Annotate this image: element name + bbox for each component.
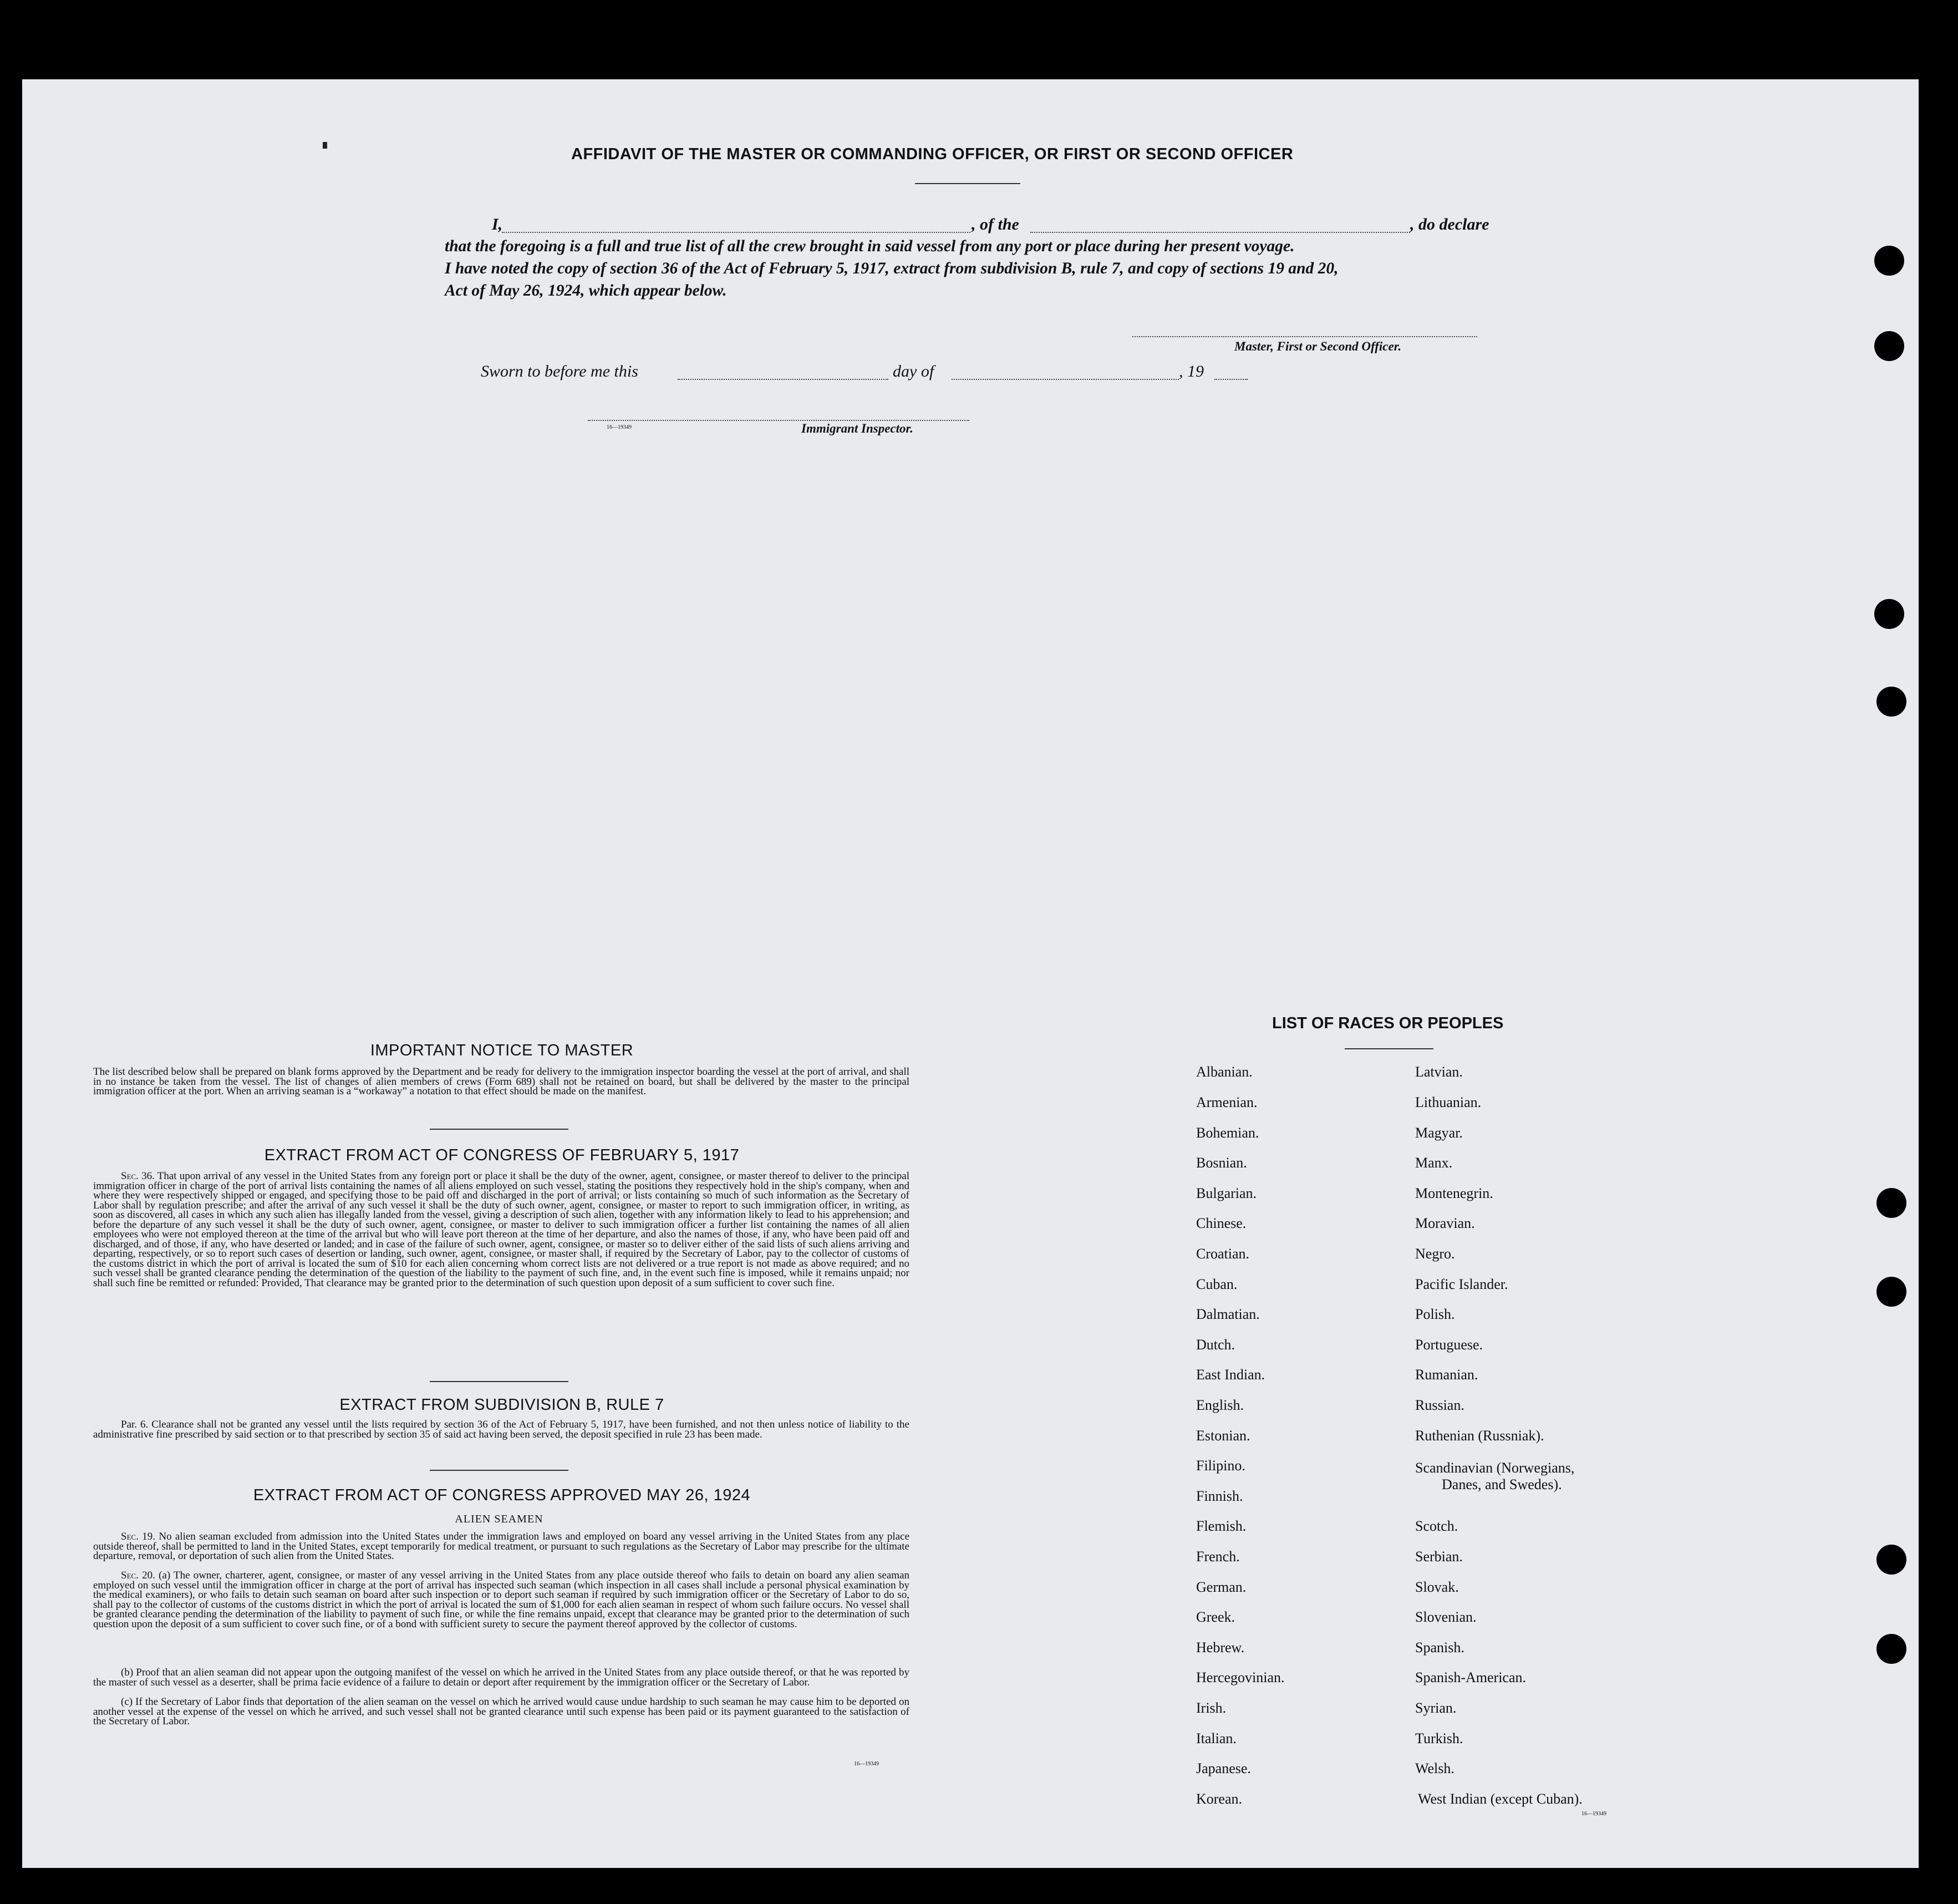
notice-form-number: 16—19349 [854, 1761, 879, 1767]
race-item: West Indian (except Cuban). [1418, 1791, 1583, 1807]
affidavit-body-3: Act of May 26, 1924, which appear below. [445, 282, 727, 299]
race-item: Rumanian. [1415, 1367, 1478, 1383]
race-item: Slovak. [1415, 1579, 1459, 1595]
affidavit-body-2: I have noted the copy of section 36 of the Act of February 5, 1917, extract from subdivision B, rule 7, and copy of sections 19 and 20, [445, 260, 1339, 277]
extract-1917-title: EXTRACT FROM ACT OF CONGRESS OF FEBRUARY 5, 1917 [264, 1146, 740, 1164]
punch-hole [1874, 246, 1904, 276]
race-item: Slovenian. [1415, 1609, 1477, 1625]
master-signature-label: Master, First or Second Officer. [1234, 339, 1402, 353]
sworn-label: Sworn to before me this [481, 362, 638, 380]
race-item: Finnish. [1196, 1488, 1243, 1504]
race-item: Korean. [1196, 1791, 1243, 1807]
extract-rule7-text: Par. 6. Clearance shall not be granted any vessel until the lists required by section 36 of the Act of February 5, 1917, have been furnished, and not then unless notice of liability to the administrative fine prescribed by said section or to that prescribed by section 35 of said act having been served, the deposit specified in rule 23 has been made. [93, 1419, 909, 1440]
sec-20c-text: (c) If the Secretary of Labor finds that deportation of the alien seaman on the vessel on which he arrived would cause undue hardship to such seaman he may cause him to be deported on another vessel at the expense of the vessel on which he arrived, and such vessel shall not be granted clearance until such expense has been paid or its payment guaranteed to the satisfaction of the Secretary of Labor. [93, 1696, 909, 1727]
race-item: Russian. [1415, 1397, 1464, 1413]
race-item: Bosnian. [1196, 1155, 1247, 1171]
affidavit-body-1: that the foregoing is a full and true list of all the crew brought in said vessel from any port or place during her present voyage. [445, 237, 1295, 255]
race-item: Negro. [1415, 1246, 1455, 1262]
race-item: Welsh. [1415, 1760, 1454, 1776]
race-item: Portuguese. [1415, 1337, 1483, 1353]
sec-19-label: Sec. 19. [121, 1531, 156, 1542]
affidavit-title: AFFIDAVIT OF THE MASTER OR COMMANDING OFFICER, OR FIRST OR SECOND OFFICER [571, 145, 1294, 163]
sec-19-body: No alien seaman excluded from admission into the United States under the immigration laws and employed on board any vessel arriving in the United States from any place outside thereof, shall be permitted to land in the United States, except temporarily for medical treatment, or pursuant to such regulations as the Secretary of Labor may prescribe for the ultimate departure, removal, or deportation of such alien from the United States. [93, 1531, 910, 1562]
punch-hole [1874, 331, 1904, 361]
notice-text: The list described below shall be prepared on blank forms approved by the Department and be ready for delivery to the immigration inspector boarding the vessel at the port of arrival, and shall in no instance be taken from the vessel. The list of changes of alien members of crews (Form 689) shall not be retained on board, but shall be delivered by the master to the principal immigration officer at the port. When an arriving seaman is a “workaway” a notation to that effect should be made on the manifest. [93, 1066, 909, 1097]
alien-seamen-subtitle: ALIEN SEAMEN [455, 1513, 543, 1525]
race-item: Japanese. [1196, 1760, 1251, 1776]
race-item: Flemish. [1196, 1518, 1247, 1534]
vessel-blank[interactable] [1030, 232, 1410, 233]
extract-rule7-title: EXTRACT FROM SUBDIVISION B, RULE 7 [339, 1396, 664, 1414]
race-item: Scotch. [1415, 1518, 1458, 1534]
affidavit-do-declare: , do declare [1410, 215, 1489, 233]
race-item: Greek. [1196, 1609, 1235, 1625]
race-item: Hercegovinian. [1196, 1669, 1285, 1685]
race-item: Bohemian. [1196, 1125, 1259, 1141]
race-item: Dalmatian. [1196, 1306, 1260, 1322]
inspector-signature-line[interactable] [588, 420, 969, 421]
race-item: Irish. [1196, 1700, 1227, 1716]
title-divider [915, 183, 1020, 184]
race-item: Italian. [1196, 1730, 1237, 1746]
extract-1924-title: EXTRACT FROM ACT OF CONGRESS APPROVED MAY 26, 1924 [253, 1486, 751, 1504]
race-item: Polish. [1415, 1306, 1455, 1322]
race-item: Chinese. [1196, 1215, 1247, 1231]
section-divider [430, 1381, 568, 1382]
sec-19-text [93, 1532, 909, 1561]
notice-title: IMPORTANT NOTICE TO MASTER [370, 1042, 634, 1059]
race-item: Serbian. [1415, 1548, 1463, 1565]
sec-20a-text [93, 1571, 909, 1629]
month-blank[interactable] [952, 379, 1179, 380]
race-item: Cuban. [1196, 1276, 1238, 1292]
punch-hole [1874, 599, 1904, 629]
race-item: Syrian. [1415, 1700, 1457, 1716]
race-item: Croatian. [1196, 1246, 1250, 1262]
punch-hole [1876, 1634, 1906, 1664]
race-item: Armenian. [1196, 1094, 1258, 1110]
section-divider [430, 1129, 568, 1130]
year-label: , 19 [1179, 362, 1204, 380]
ink-speck [323, 142, 327, 149]
sec-36-text: That upon arrival of any vessel in the United States from any foreign port or place it shall be the duty of the owner, agent, consignee, or master thereof to deliver to the principal immigration officer in charge of the port of arrival lists containing the names of all aliens employed on such vessel, stating the positions they respectively hold in the ship's company, when and where they were respectively shipped or engaged, and specifying those to be paid off and discharged in the port of arrival; or lists containing so much of such information as the Secretary of Labor shall by regulation prescribe; and after the arrival of any such vessel it shall be the duty of such owner, agent, consignee, or master to report to such immigration officer, in writing, as soon as discovered, all cases in which any such alien has illegally landed from the vessel, giving a description of such alien, together with any information likely to lead to his apprehension; and before the departure of any such vessel it shall be the duty of such owner, agent, consignee, or master to deliver to such immigration officer a further list containing the names of all alien employees who were not employed thereon at the time of the arrival but who will leave port thereon at the time of her departure, and also the names of those, if any, who have been paid off and discharged, and of those, if any, who have deserted or landed; and in case of the failure of such owner, agent, consignee, or master so to deliver either of the said lists of such aliens arriving and departing, respectively, or so to report such cases of desertion or landing, such owner, agent, consignee, or master shall, if required by the Secretary of Labor, pay to the collector of customs of the customs district in which the port of arrival is located the sum of $10 for each alien concerning whom correct lists are not delivered or a true report is not made as above required; and no such vessel shall be granted clearance pending the determination of the question of the liability to the payment of such fine, and, in the event such fine is imposed, while it remains unpaid; nor shall such fine be remitted or refunded: Provided, That clearance may be granted prior to the determination of such question upon deposit of a sum sufficient to cover such fine. [93, 1170, 909, 1289]
sworn-day-blank[interactable] [678, 379, 888, 380]
punch-hole [1876, 1277, 1906, 1307]
race-item: Lithuanian. [1415, 1094, 1482, 1110]
race-item: Dutch. [1196, 1337, 1235, 1353]
race-item: French. [1196, 1548, 1240, 1565]
races-form-number: 16—19349 [1581, 1811, 1606, 1817]
year-blank[interactable] [1214, 379, 1248, 380]
race-item: Bulgarian. [1196, 1185, 1257, 1201]
affidavit-form-number: 16—19349 [607, 424, 632, 430]
sec-36-label: Sec. 36. [121, 1170, 155, 1182]
affidavit-of-the: , of the [972, 215, 1019, 233]
race-item: Danes, and Swedes). [1442, 1476, 1562, 1492]
race-item: English. [1196, 1397, 1244, 1413]
affidavit-i: I, [492, 215, 503, 233]
race-item: Turkish. [1415, 1730, 1463, 1746]
race-item: Magyar. [1415, 1125, 1463, 1141]
race-item: Spanish-American. [1415, 1669, 1527, 1685]
master-signature-line[interactable] [1132, 336, 1477, 337]
race-item: Latvian. [1415, 1064, 1463, 1080]
race-item: Pacific Islander. [1415, 1276, 1508, 1292]
race-item: Spanish. [1415, 1639, 1464, 1656]
punch-hole [1876, 1545, 1906, 1575]
race-item: Estonian. [1196, 1428, 1250, 1444]
race-item: Moravian. [1415, 1215, 1475, 1231]
race-item: Hebrew. [1196, 1639, 1245, 1656]
sec-20-label: Sec. 20. [121, 1570, 155, 1581]
race-item: German. [1196, 1579, 1247, 1595]
section-divider [430, 1470, 568, 1471]
race-item: Scandinavian (Norwegians, [1415, 1460, 1575, 1476]
race-item: Albanian. [1196, 1064, 1253, 1080]
race-item: Manx. [1415, 1155, 1453, 1171]
sec-20b-text: (b) Proof that an alien seaman did not appear upon the outgoing manifest of the vessel on which he arrived in the United States from any place outside thereof, or that he was reported by the master of such vessel as a deserter, shall be prima facie evidence of a failure to detain or deport after requirement by the immigration officer or the Secretary of Labor. [93, 1667, 909, 1688]
race-item: Ruthenian (Russniak). [1415, 1428, 1544, 1444]
extract-1917-text [93, 1171, 909, 1288]
races-divider [1345, 1048, 1433, 1049]
sec-20a-body: (a) The owner, charterer, agent, consignee, or master of any vessel arriving in the United States from any place outside thereof who fails to detain on board any alien seaman employed on such vessel until the immigration officer in charge at the port of arrival has inspected such seaman (which inspection in all cases shall include a personal physical examination by the medical examiners), or who fails to detain such seaman on board after such inspection or to deport such seaman if required by such immigration officer or the Secretary of Labor to do so, shall pay to the collector of customs of the customs district in which the port of arrival is located the sum of $1,000 for each alien seaman in respect of whom such failure occurs. No vessel shall be granted clearance pending the determination of the liability to payment of such fine, or while the fine remains unpaid, except that clearance may be granted prior to the determination of such question upon the deposit of a sum sufficient to cover such fine, or of a bond with sufficient surety to secure the payment thereof approved by the collector of customs. [93, 1570, 910, 1630]
inspector-label: Immigrant Inspector. [801, 422, 913, 435]
race-item: Montenegrin. [1415, 1185, 1493, 1201]
day-of-label: day of [893, 362, 934, 380]
punch-hole [1876, 687, 1906, 717]
name-blank[interactable] [502, 232, 970, 233]
punch-hole [1876, 1188, 1906, 1218]
race-item: Filipino. [1196, 1458, 1245, 1474]
race-item: East Indian. [1196, 1367, 1265, 1383]
races-title: LIST OF RACES OR PEOPLES [1272, 1014, 1504, 1032]
